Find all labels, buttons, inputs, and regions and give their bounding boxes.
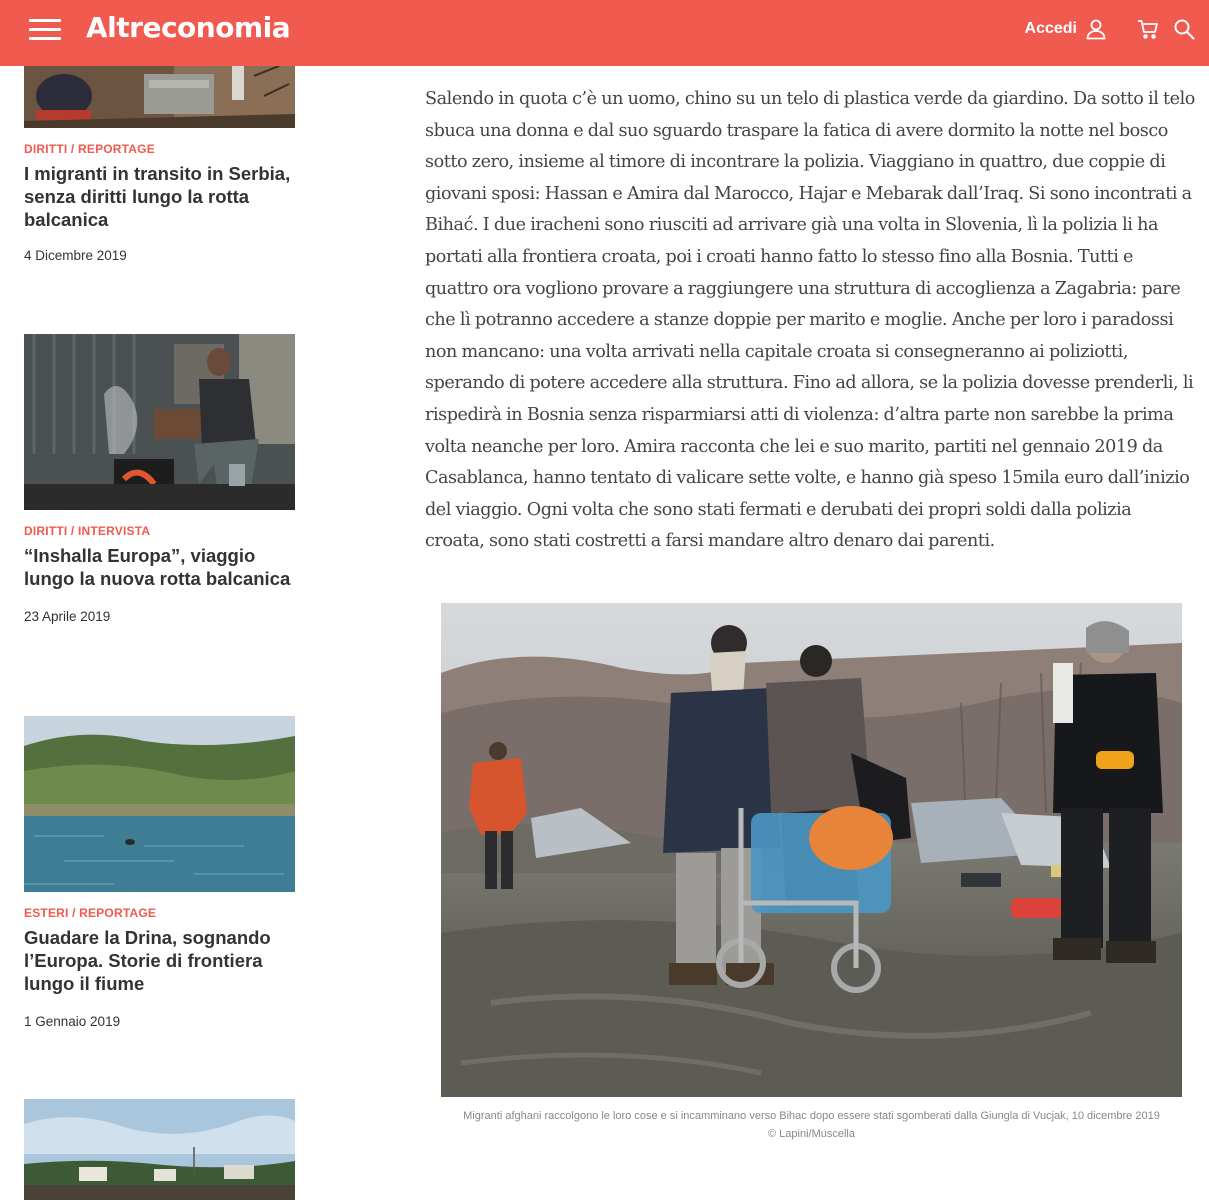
user-icon[interactable] [1085, 18, 1107, 40]
related-article-card[interactable] [24, 66, 295, 263]
menu-icon[interactable] [29, 19, 61, 41]
article-title[interactable]: I migranti in transito in Serbia, senza diritti lungo la rotta balcanica [24, 163, 291, 230]
article-category[interactable]: ESTERI / REPORTAGE [24, 906, 157, 920]
site-logo[interactable]: Altreconomia [86, 11, 291, 44]
cart-icon[interactable] [1137, 18, 1159, 40]
article-body [425, 84, 1195, 558]
article-thumbnail[interactable] [24, 66, 295, 128]
related-article-card[interactable] [24, 334, 295, 624]
site-header [0, 0, 1209, 66]
login-link[interactable]: Accedi [1024, 20, 1077, 37]
article-category[interactable]: DIRITTI / INTERVISTA [24, 524, 151, 538]
search-icon[interactable] [1173, 18, 1195, 40]
article-title[interactable]: Guadare la Drina, sognando l’Europa. Storie di frontiera lungo il fiume [24, 927, 271, 994]
article-thumbnail[interactable] [24, 716, 295, 892]
article-date: 1 Gennaio 2019 [24, 1014, 121, 1029]
related-article-card[interactable] [24, 716, 295, 1029]
caption-text: Migranti afghani raccolgono le loro cose e si incamminano verso Bihac dopo essere stati sgomberati dalla Giungla di Vucjak, 10 dicembre 2019 [463, 1110, 1160, 1122]
article-date: 4 Dicembre 2019 [24, 248, 127, 263]
related-article-card[interactable] [24, 1099, 295, 1200]
header-actions [1025, 18, 1195, 40]
article-photo [441, 603, 1182, 1097]
article-title[interactable]: “Inshalla Europa”, viaggio lungo la nuova rotta balcanica [24, 545, 291, 589]
article-paragraph: Salendo in quota c’è un uomo, chino su un telo di plastica verde da giardino. Da sotto il telo sbuca una donna e dal suo sguardo traspare la fatica di avere dormito la notte nel bosco sotto zero, insieme al timore di incontrare la polizia. Viaggiano in quattro, due coppie di giovani sposi: Hassan e Amira dal Marocco, Hajar e Mebarak dall’Iraq. Si sono incontrati a Bihać. I due iracheni sono riusciti ad arrivare già una volta in Slovenia, lì la polizia li ha portati alla frontiera croata, poi i croati hanno fatto lo stesso fino alla Bosnia. Tutti e quattro ora vogliono provare a raggiungere una struttura di accoglienza a Zagabria: pare che lì potranno accedere a stanze doppie per marito e moglie. Anche per loro i paradossi non mancano: una volta arrivati nella capitale croata si consegneranno ai poliziotti, sperando di potere accedere alla struttura. Fino ad allora, se la polizia dovesse prenderli, li rispedirà in Bosnia senza risparmiarsi atti di violenza: d’altra parte non sarebbe la prima volta neanche per loro. Amira racconta che lei e suo marito, partiti nel gennaio 2019 da Casablanca, hanno tentato di valicare sette volte, e hanno già speso 15mila euro dall’inizio del viaggio. Ogni volta che sono stati fermati e derubati dei propri soldi dalla polizia croata, sono stati costretti a farsi mandare altro denaro dai parenti. [425, 89, 1195, 552]
article-date: 23 Aprile 2019 [24, 609, 111, 624]
photo-credit: © Lapini/Muscella [768, 1128, 855, 1140]
article-thumbnail[interactable] [24, 334, 295, 510]
article-thumbnail[interactable] [24, 1099, 295, 1200]
article-category[interactable]: DIRITTI / REPORTAGE [24, 142, 155, 156]
photo-caption [441, 1107, 1182, 1143]
